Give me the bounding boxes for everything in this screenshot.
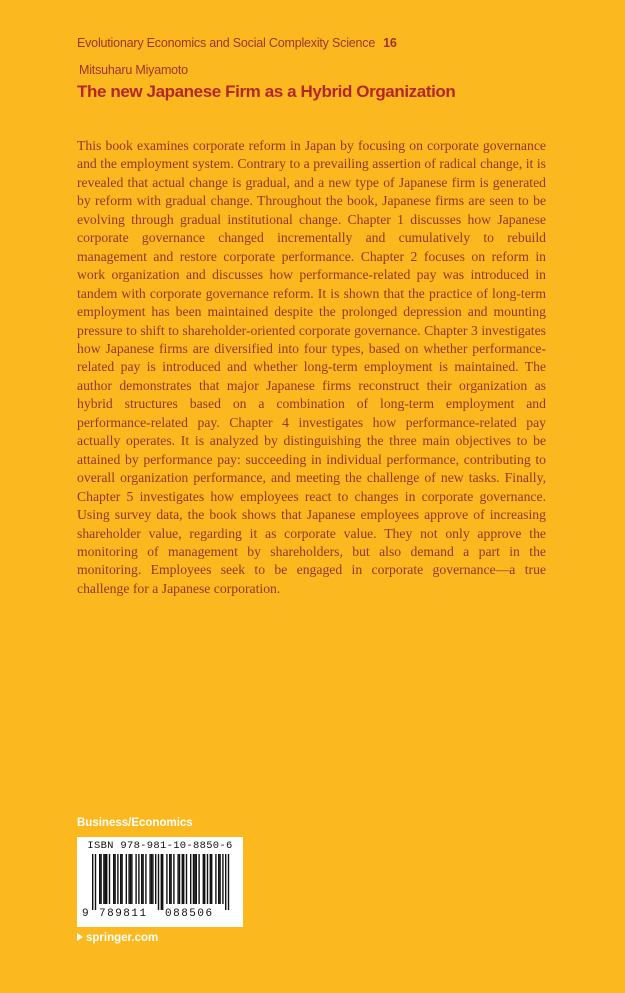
barcode-bar bbox=[128, 854, 129, 904]
barcode-bar bbox=[106, 854, 107, 904]
barcode-bar bbox=[198, 854, 199, 904]
barcode-bar bbox=[183, 854, 184, 904]
series-name: Evolutionary Economics and Social Complexity Science bbox=[77, 36, 376, 50]
barcode-bar bbox=[109, 854, 110, 904]
barcode-bar bbox=[149, 854, 150, 904]
barcode-bar bbox=[152, 854, 153, 904]
barcode-bar bbox=[138, 854, 139, 904]
barcode-bar bbox=[113, 854, 114, 904]
barcode-bar bbox=[215, 854, 216, 904]
barcode-bar bbox=[95, 854, 96, 910]
barcode-bar bbox=[158, 854, 159, 910]
barcode-bar bbox=[161, 854, 162, 910]
barcode-bar bbox=[169, 854, 170, 904]
isbn-barcode bbox=[77, 837, 243, 927]
barcode-bars bbox=[92, 854, 232, 910]
barcode-bar bbox=[222, 854, 223, 904]
barcode-bar bbox=[190, 854, 191, 904]
author-name: Mitsuharu Miyamoto bbox=[79, 63, 188, 77]
barcode-bar bbox=[207, 854, 208, 904]
series-volume: 16 bbox=[383, 36, 397, 50]
barcode-bar bbox=[100, 854, 101, 904]
barcode-bar bbox=[130, 854, 131, 904]
barcode-bar bbox=[194, 854, 195, 904]
barcode-bar bbox=[193, 854, 194, 904]
barcode-bar bbox=[121, 854, 122, 904]
barcode-bar bbox=[120, 854, 121, 904]
barcode-bar bbox=[141, 854, 142, 904]
publisher-link-label: springer.com bbox=[86, 932, 159, 944]
barcode-bar bbox=[99, 854, 100, 904]
barcode-bar bbox=[186, 854, 187, 904]
barcode-bar bbox=[177, 854, 178, 904]
barcode-bar bbox=[182, 854, 183, 904]
barcode-bar bbox=[135, 854, 136, 904]
barcode-bar bbox=[210, 854, 211, 904]
subject-category: Business/Economics bbox=[77, 817, 193, 829]
barcode-bar bbox=[92, 854, 93, 910]
barcode-bar bbox=[103, 854, 104, 904]
barcode-bar bbox=[151, 854, 152, 904]
barcode-bar bbox=[142, 854, 143, 904]
barcode-bar bbox=[228, 854, 229, 910]
book-title: The new Japanese Firm as a Hybrid Organization bbox=[77, 82, 456, 101]
barcode-bar bbox=[211, 854, 212, 904]
barcode-right-digits: 088506 bbox=[165, 908, 214, 920]
publisher-link[interactable] bbox=[77, 932, 158, 944]
barcode-bar bbox=[145, 854, 146, 904]
barcode-bar bbox=[105, 854, 106, 904]
barcode-bar bbox=[166, 854, 167, 904]
barcode-bar bbox=[117, 854, 118, 904]
barcode-bar bbox=[218, 854, 219, 904]
barcode-bar bbox=[162, 854, 163, 910]
barcode-first-digit: 9 bbox=[82, 908, 89, 920]
arrow-right-icon bbox=[77, 933, 83, 941]
series-title bbox=[77, 36, 397, 50]
barcode-bar bbox=[219, 854, 220, 904]
barcode-bar bbox=[126, 854, 127, 904]
barcode-bar bbox=[173, 854, 174, 904]
book-description: This book examines corporate reform in Japan by focusing on corporate governance and the employment system. Contrary to a prevailing assertion of radical change, it is revealed that actual change is gradual, and a new type of Japanese firm is generated by reform with gradual change. Throughout the book, Japanese firms are seen to be evolving through gradual institutional change. Chapter 1 discusses how Japanese corporate governance changed incrementally and cumulatively to rebuild management and restore corporate performance. Chapter 2 focuses on reform in work organization and discusses how performance-related pay was introduced in tandem with corporate governance reform. It is shown that the practice of long-term employment has been maintained despite the prolonged depression and mounting pressure to shift to shareholder-oriented corporate governance. Chapter 3 investigates how Japanese firms are diversified into four types, based on whether performance-related pay is introduced and whether long-term employment is maintained. The author demonstrates that major Japanese firms reconstruct their organization as hybrid structures based on a combination of long-term employment and performance-related pay. Chapter 4 investigates how performance-related pay actually operates. It is analyzed by distinguishing the three main objectives to be attained by performance pay: succeeding in individual performance, contributing to overall organization performance, and meeting the challenge of new tasks. Finally, Chapter 5 investigates how employees react to changes in corporate governance. Using survey data, the book shows that Japanese employees approve of increasing shareholder value, regarding it as corporate value. They not only approve the monitoring of management by shareholders, but also demand a part in the monitoring. Employees seek to be engaged in corporate governance—a true challenge for a Japanese corporation. bbox=[77, 138, 546, 596]
barcode-bar bbox=[203, 854, 204, 904]
barcode-bar bbox=[131, 854, 132, 904]
isbn-text: ISBN 978-981-10-8850-6 bbox=[87, 840, 233, 852]
barcode-left-digits: 789811 bbox=[99, 908, 148, 920]
barcode-bar bbox=[225, 854, 226, 910]
barcode-bar bbox=[179, 854, 180, 904]
barcode-bar bbox=[204, 854, 205, 904]
barcode-bar bbox=[155, 854, 156, 904]
barcode-bar bbox=[196, 854, 197, 904]
barcode-bar bbox=[170, 854, 171, 904]
barcode-bar bbox=[114, 854, 115, 904]
